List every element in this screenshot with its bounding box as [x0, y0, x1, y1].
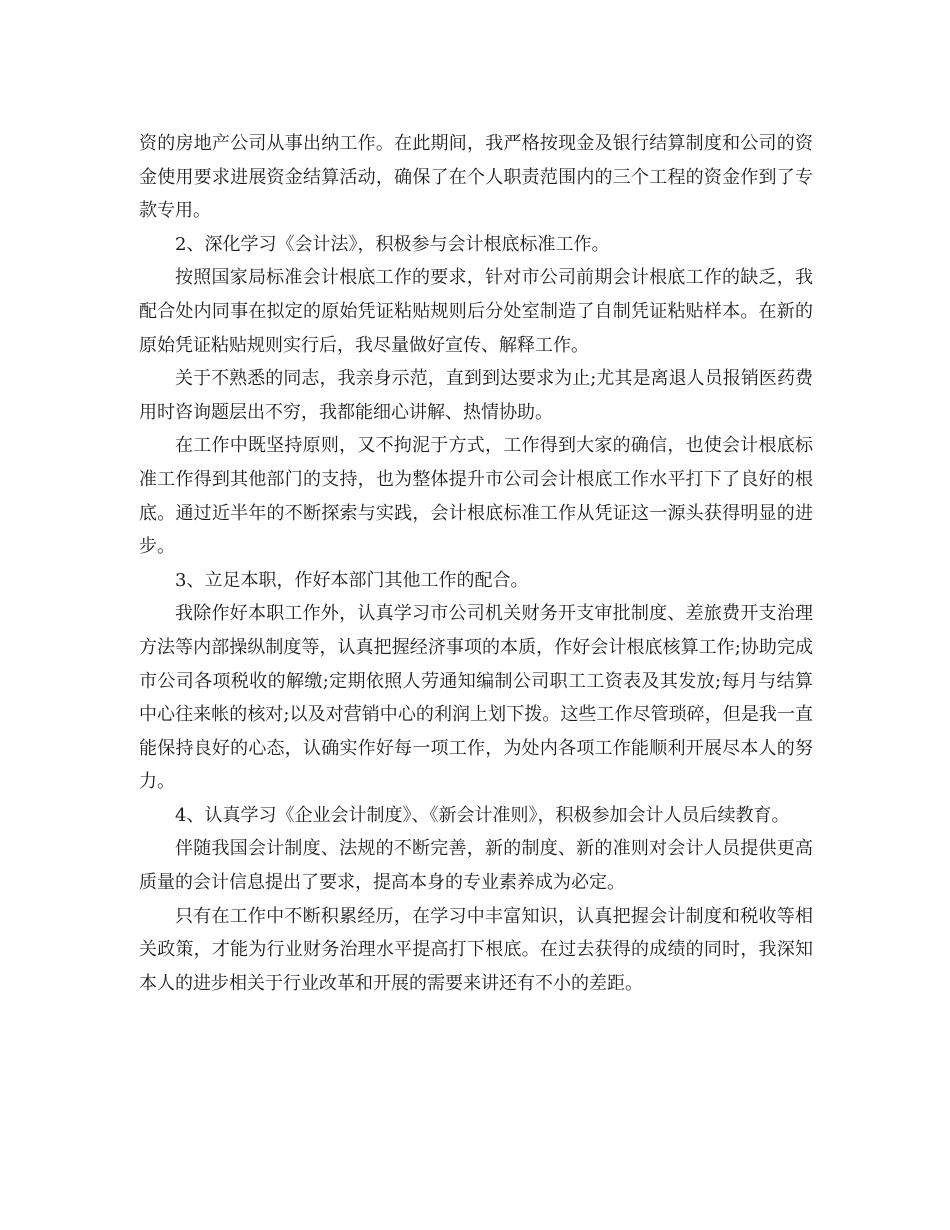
paragraph-3: 按照国家局标准会计根底工作的要求，针对市公司前期会计根底工作的缺乏，我配合处内同事在拟定的原始凭证粘贴规则后分处室制造了自制凭证粘贴样本。在新的原始凭证粘贴规则实行后，我尽量做好宣传、解释工作。 — [139, 267, 813, 356]
paragraph-5: 在工作中既坚持原则，又不拘泥于方式，工作得到大家的确信，也使会计根底标准工作得到其他部门的支持，也为整体提升市公司会计根底工作水平打下了良好的根底。通过近半年的不断探索与实践，会计根底标准工作从凭证这一源头获得明显的进步。 — [139, 435, 813, 558]
paragraph-4: 关于不熟悉的同志，我亲身示范，直到到达要求为止;尤其是离退人员报销医药费用时咨询题层出不穷，我都能细心讲解、热情协助。 — [139, 368, 813, 423]
paragraph-6-heading: 3、立足本职，作好本部门其他工作的配合。 — [175, 569, 529, 591]
paragraph-9: 伴随我国会计制度、法规的不断完善，新的制度、新的准则对会计人员提供更高质量的会计信息提出了要求，提高本身的专业素养成为必定。 — [139, 838, 813, 894]
paragraph-2-heading: 2、深化学习《会计法》，积极参与会计根底标准工作。 — [175, 233, 610, 255]
document-body — [139, 127, 813, 1000]
paragraph-1: 资的房地产公司从事出纳工作。在此期间，我严格按现金及银行结算制度和公司的资金使用要求进展资金结算活动，确保了在个人职责范围内的三个工程的资金作到了专款专用。 — [139, 133, 813, 222]
paragraph-10: 只有在工作中不断积累经历，在学习中丰富知识，认真把握会计制度和税收等相关政策，才能为行业财务治理水平提高打下根底。在过去获得的成绩的同时，我深知本人的进步相关于行业改革和开展的需要来讲还有不小的差距。 — [139, 905, 813, 994]
paragraph-8-heading: 4、认真学习《企业会计制度》、《新会计准则》，积极参加会计人员后续教育。 — [175, 804, 790, 826]
paragraph-7: 我除作好本职工作外，认真学习市公司机关财务开支审批制度、差旅费开支治理方法等内部操纵制度等，认真把握经济事项的本质，作好会计根底核算工作;协助完成市公司各项税收的解缴;定期依照人劳通知编制公司职工工资表及其发放;每月与结算中心往来帐的核对;以及对营销中心的利润上划下拨。这些工作尽管琐碎，但是我一直能保持良好的心态，认确实作好每一项工作，为处内各项工作能顺利开展尽本人的努力。 — [139, 603, 813, 793]
